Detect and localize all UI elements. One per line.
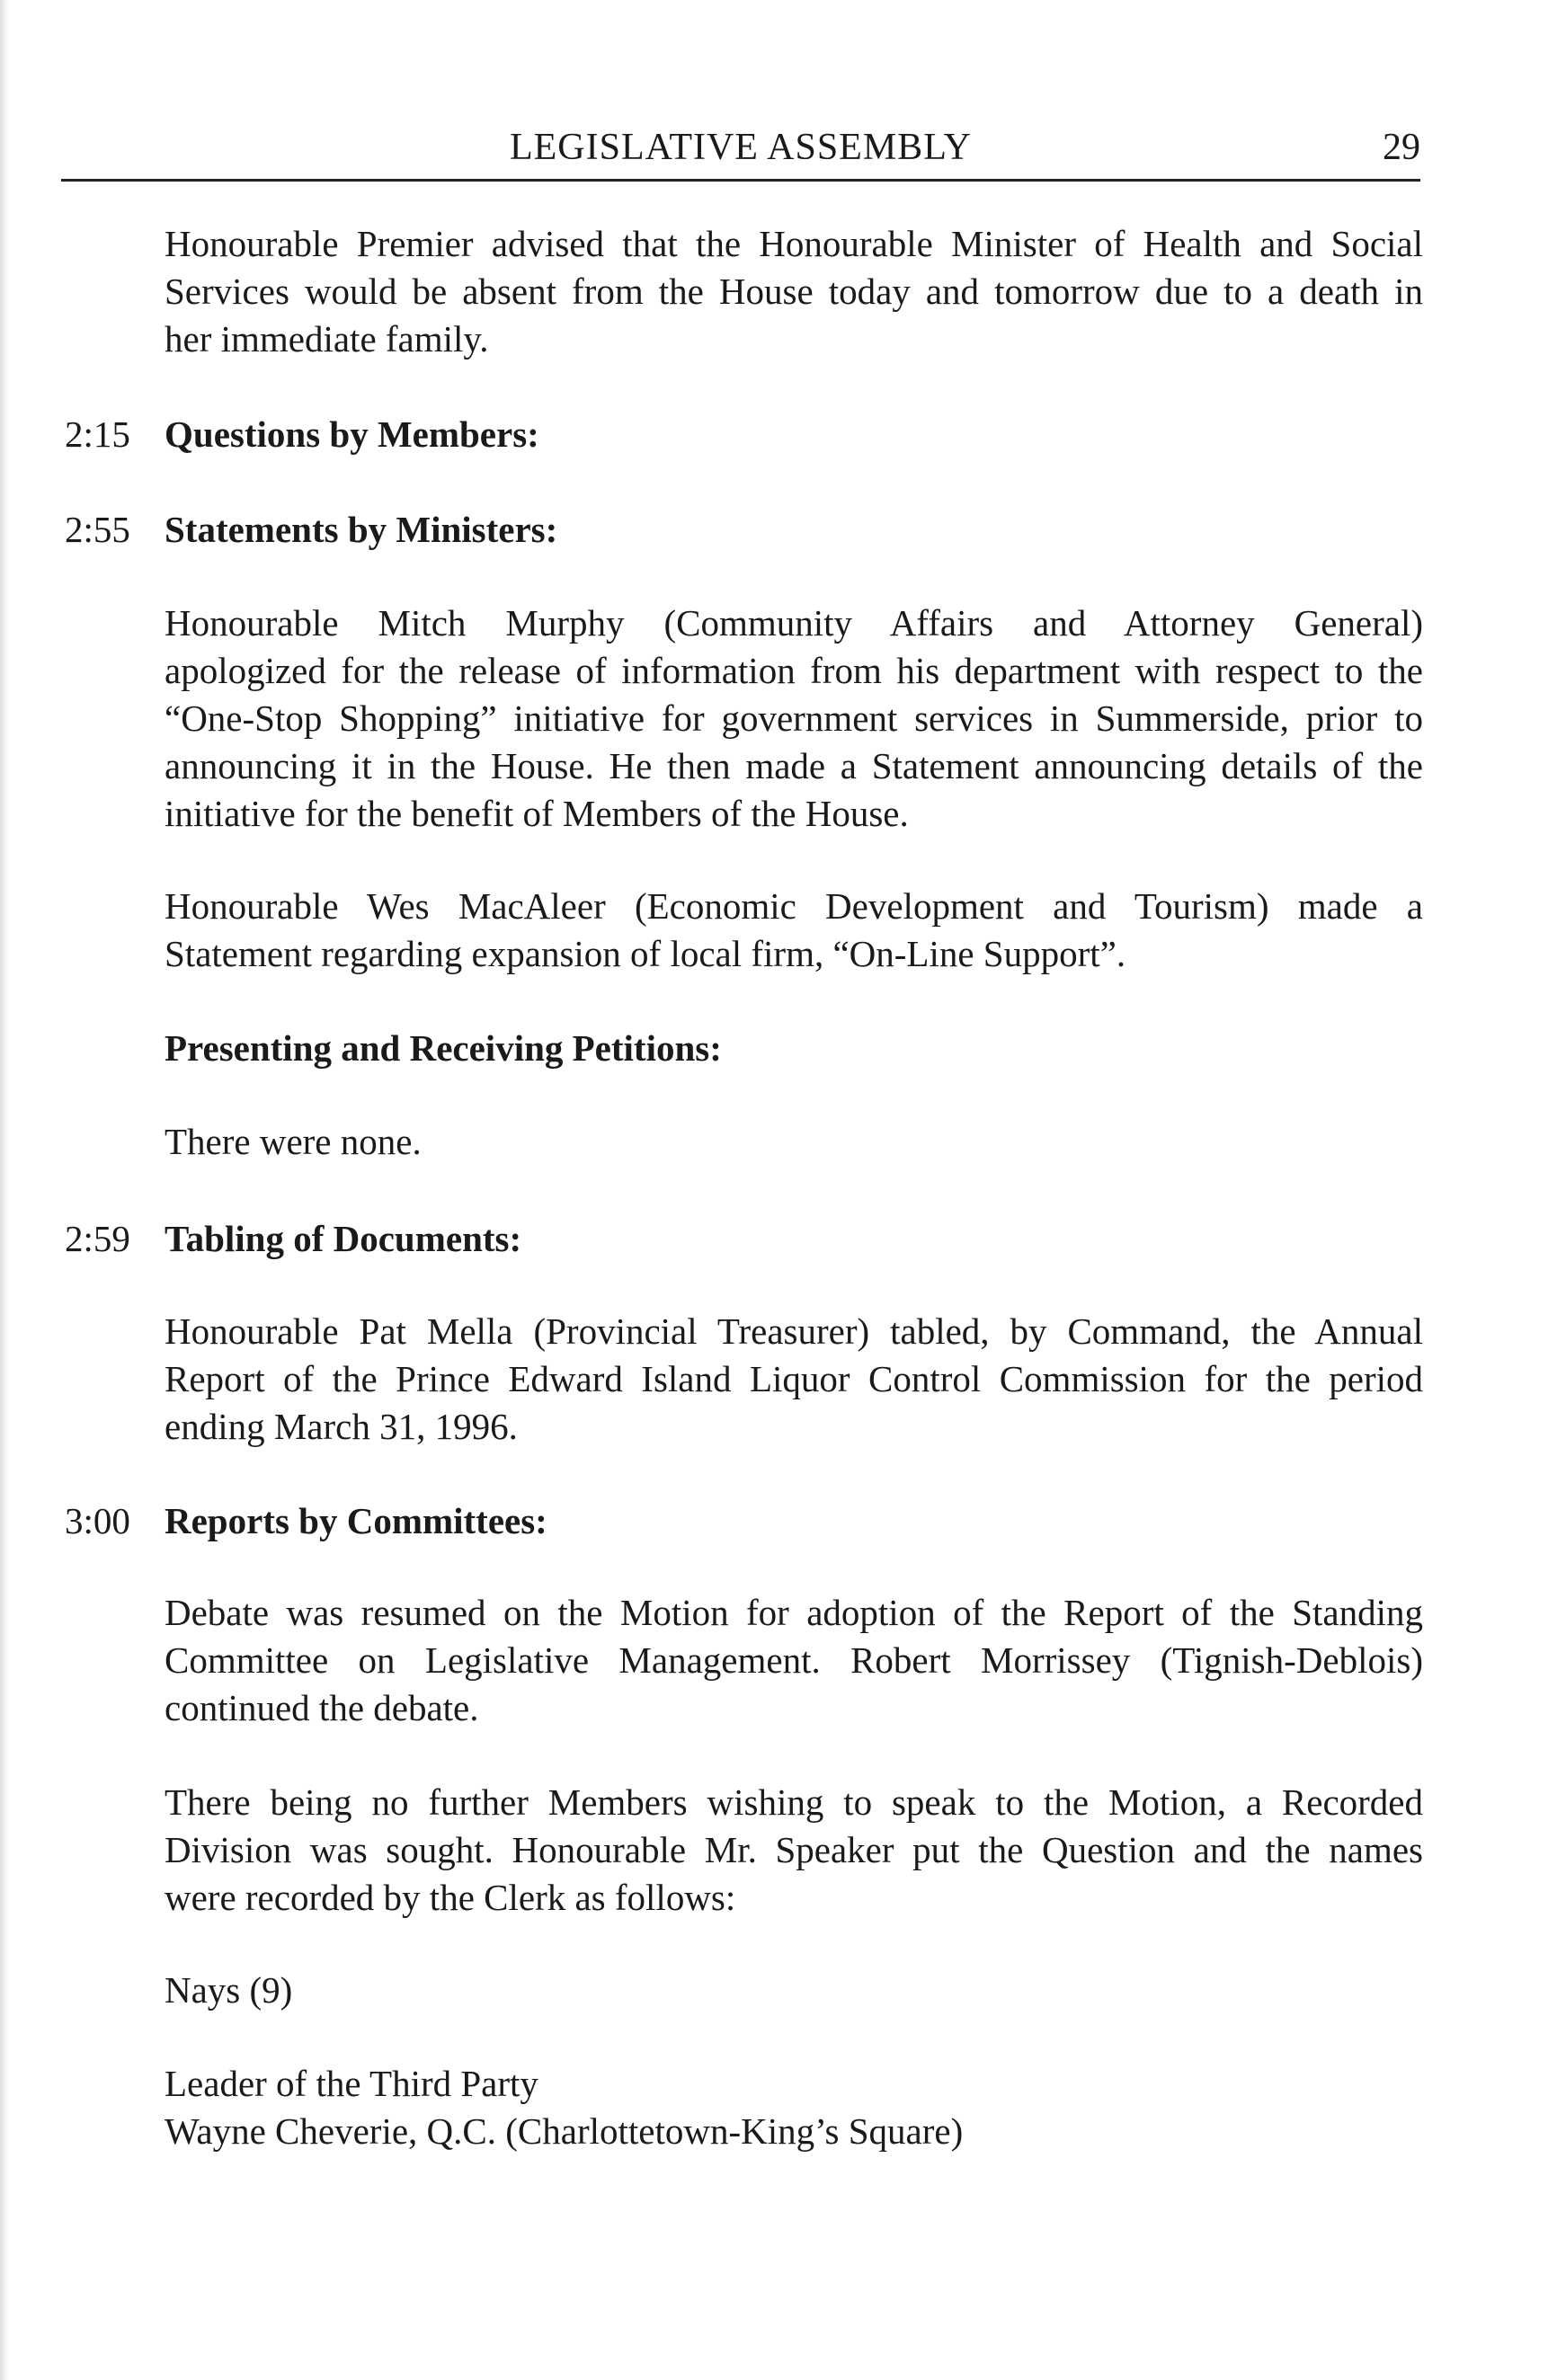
text-line: Division was sought. Honourable Mr. Speaker put the Question and the names [165,1829,1423,1870]
text-line: announcing it in the House. He then made a Statement announcing details of the [165,745,1423,786]
text-line: There were none. [165,1121,422,1162]
text-line: Wayne Cheverie, Q.C. (Charlottetown-King’s Square) [165,2110,964,2152]
section-heading-tabling: Tabling of Documents: [165,1218,522,1259]
paragraph-premier-absence [165,220,1423,363]
text-line: apologized for the release of information from his department with respect to the [165,650,1423,691]
paragraph-macaleer-statement [165,883,1423,978]
header-rule [61,179,1420,182]
time-stamp: 2:55 [65,509,130,550]
page-edge-shadow [0,0,9,2380]
text-line: Nays (9) [165,1969,293,2011]
text-line: her immediate family. [165,318,489,360]
text-line: Services would be absent from the House today and tomorrow due to a death in [165,271,1423,312]
page-header [61,126,1420,174]
text-line: There being no further Members wishing to speak to the Motion, a Recorded [165,1781,1423,1823]
text-line: initiative for the benefit of Members of the House. [165,793,909,834]
text-line: Honourable Wes MacAleer (Economic Development and Tourism) made a [165,885,1423,927]
text-line: “One-Stop Shopping” initiative for government services in Summerside, prior to [165,697,1423,739]
paragraph-murphy-statement [165,599,1423,838]
section-heading-petitions: Presenting and Receiving Petitions: [165,1027,722,1069]
text-line: Leader of the Third Party [165,2063,538,2104]
running-title: LEGISLATIVE ASSEMBLY [510,127,972,168]
section-heading-questions: Questions by Members: [165,413,539,455]
text-line: Honourable Mitch Murphy (Community Affairs and Attorney General) [165,602,1423,644]
paragraph-no-petitions [165,1118,1423,1166]
text-line: continued the debate. [165,1687,479,1728]
recorded-names-list [165,2060,1423,2155]
text-line: were recorded by the Clerk as follows: [165,1877,736,1918]
time-stamp: 2:59 [65,1218,130,1259]
time-stamp: 2:15 [65,413,130,455]
text-line: Committee on Legislative Management. Robert Morrissey (Tignish-Deblois) [165,1639,1423,1681]
time-stamp: 3:00 [65,1500,130,1541]
text-line: Debate was resumed on the Motion for adoption of the Report of the Standing [165,1592,1423,1633]
vote-count-nays [165,1967,1423,2014]
text-line: Statement regarding expansion of local firm, “On-Line Support”. [165,933,1126,974]
paragraph-recorded-division [165,1779,1423,1922]
text-line: Report of the Prince Edward Island Liquor Control Commission for the period [165,1358,1423,1399]
text-line: Honourable Pat Mella (Provincial Treasurer) tabled, by Command, the Annual [165,1310,1423,1352]
paragraph-mella-tabling [165,1308,1423,1451]
text-line: Honourable Premier advised that the Honourable Minister of Health and Social [165,223,1423,264]
text-line: ending March 31, 1996. [165,1406,518,1447]
page-number: 29 [1383,127,1420,168]
paragraph-debate-resumed [165,1589,1423,1732]
section-heading-statements: Statements by Ministers: [165,509,558,550]
section-heading-committees: Reports by Committees: [165,1500,547,1541]
